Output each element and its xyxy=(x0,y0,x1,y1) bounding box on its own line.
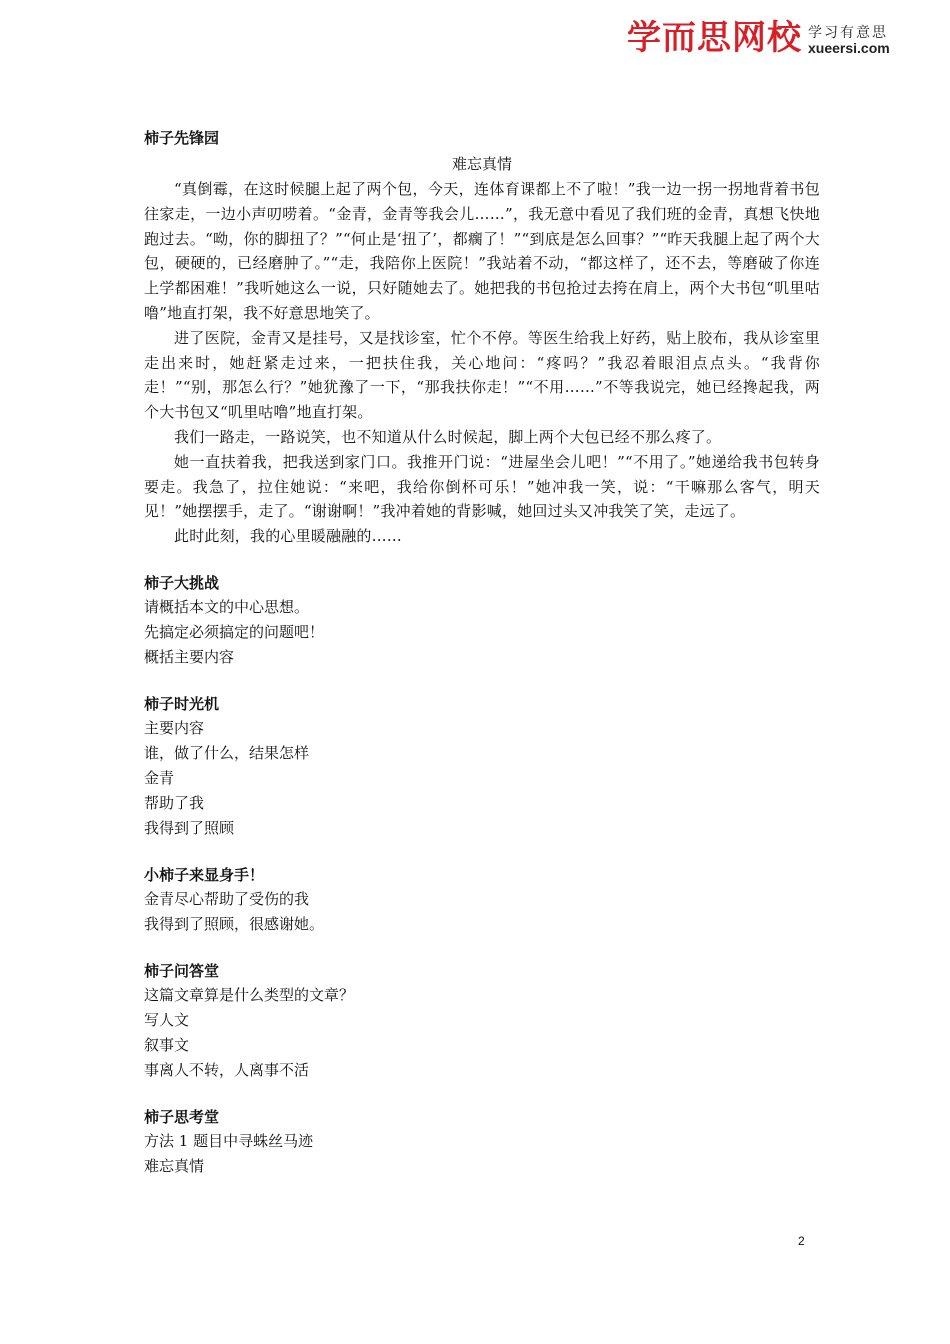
text-line: 我得到了照顾 xyxy=(144,818,235,837)
logo-text: 学而思网校 xyxy=(627,18,802,58)
section-show-skill xyxy=(144,863,820,937)
text-line: 谁，做了什么，结果怎样 xyxy=(144,743,310,762)
section-heading: 柿子时光机 xyxy=(144,694,220,713)
text-line: 金青尽心帮助了受伤的我 xyxy=(144,889,310,908)
section-heading: 小柿子来显身手！ xyxy=(144,865,265,884)
article-paragraph: “真倒霉，在这时候腿上起了两个包，今天，连体育课都上不了啦！”我一边一拐一拐地背着书包往家走，一边小声叨唠着。“金青，金青等我会儿……”，我无意中看见了我们班的金青，真想飞快地跑过去。“呦，你的脚扭了？”“何止是‘扭了’，都瘸了！”“到底是怎么回事？”“昨天我腿上起了两个大包，硬硬的，已经磨肿了。”“走，我陪你上医院！”我站着不动，“都这样了，还不去，等磨破了你连上学都困难！”我听她这么一说，只好随她去了。她把我的书包抢过去挎在肩上，两个大书包“叽里咕噜”地直打架，我不好意思地笑了。 xyxy=(144,180,820,322)
text-line: 概括主要内容 xyxy=(144,647,235,666)
section-pioneer xyxy=(144,126,820,549)
section-heading: 柿子问答堂 xyxy=(144,961,220,980)
article-paragraph: 此时此刻，我的心里暖融融的…… xyxy=(174,527,403,546)
logo-url: xueersi.com xyxy=(808,40,890,56)
text-line: 先搞定必须搞定的问题吧！ xyxy=(144,622,325,641)
section-challenge xyxy=(144,571,820,670)
text-line: 写人文 xyxy=(144,1010,190,1029)
article-title: 难忘真情 xyxy=(451,155,512,173)
section-thinking xyxy=(144,1105,820,1179)
text-line: 金青 xyxy=(144,768,175,787)
document-body xyxy=(144,126,820,1179)
section-heading: 柿子大挑战 xyxy=(144,573,220,592)
article-paragraph: 进了医院，金青又是挂号，又是找诊室，忙个不停。等医生给我上好药，贴上胶布，我从诊室里走出来时，她赶紧走过来，一把扶住我，关心地问：“疼吗？”我忍着眼泪点点头。“我背你走！”“别，那怎么行？”她犹豫了一下，“那我扶你走！”“不用……”不等我说完，她已经搀起我，两个大书包又“叽里咕噜”地直打架。 xyxy=(144,328,820,422)
section-time-machine xyxy=(144,692,820,841)
text-line: 方法 1 题目中寻蛛丝马迹 xyxy=(144,1131,314,1150)
logo-slogan: 学习有意思 xyxy=(808,25,888,41)
text-line: 主要内容 xyxy=(144,718,205,737)
text-line: 请概括本文的中心思想。 xyxy=(144,597,310,616)
text-line: 我得到了照顾，很感谢她。 xyxy=(144,914,325,933)
section-qa xyxy=(144,959,820,1083)
article-paragraph: 我们一路走，一路说笑，也不知道从什么时候起，脚上两个大包已经不那么疼了。 xyxy=(174,427,722,446)
section-heading: 柿子思考堂 xyxy=(144,1107,220,1126)
text-line: 帮助了我 xyxy=(144,793,205,812)
page-number: 2 xyxy=(798,1234,805,1248)
text-line: 事离人不转，人离事不活 xyxy=(144,1060,310,1079)
section-heading: 柿子先锋园 xyxy=(144,129,220,147)
text-line: 叙事文 xyxy=(144,1035,190,1054)
text-line: 这篇文章算是什么类型的文章？ xyxy=(144,985,355,1004)
text-line: 难忘真情 xyxy=(144,1156,205,1175)
article-paragraph: 她一直扶着我，把我送到家门口。我推开门说：“进屋坐会儿吧！”“不用了。”她递给我书包转身要走。我急了，拉住她说：“来吧，我给你倒杯可乐！”她冲我一笑，说：“干嘛那么客气，明天见！”她摆摆手，走了。“谢谢啊！”我冲着她的背影喊，她回过头又冲我笑了笑，走远了。 xyxy=(144,452,820,521)
